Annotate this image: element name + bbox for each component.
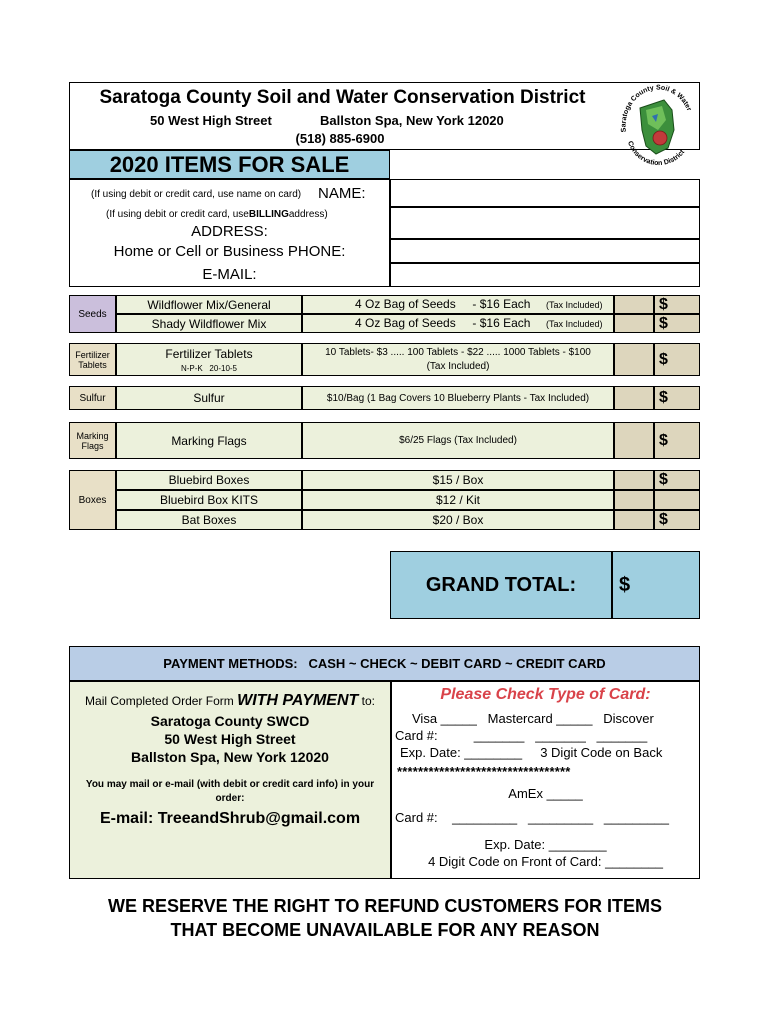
- total-shady-wildflower-mix[interactable]: $: [654, 314, 700, 333]
- order-email: E-mail: TreeandShrub@gmail.com: [99, 810, 361, 827]
- category-fertilizer: Fertilizer Tablets: [69, 343, 116, 376]
- mail-instruction: Mail Completed Order Form WITH PAYMENT to:: [85, 692, 375, 709]
- qty-bat-boxes[interactable]: [614, 510, 654, 530]
- item-bluebird-boxes: Bluebird Boxes: [116, 470, 302, 490]
- separator-stars: *********************************: [397, 763, 571, 779]
- price-bat-boxes: $20 / Box: [302, 510, 614, 530]
- payment-methods: PAYMENT METHODS: CASH ~ CHECK ~ DEBIT CARD ~ CREDIT CARD: [69, 646, 700, 681]
- card-types[interactable]: Visa _____ Mastercard _____ Discover: [412, 711, 654, 726]
- total-bluebird-boxes[interactable]: $: [654, 470, 700, 490]
- item-bat-boxes: Bat Boxes: [116, 510, 302, 530]
- svg-text:Conservation District: Conservation District: [626, 140, 687, 168]
- address-field[interactable]: [390, 207, 700, 239]
- name-note: (If using debit or credit card, use name on card): [91, 188, 302, 200]
- price-fertilizer-tablets: 10 Tablets- $3 ..... 100 Tablets - $22 ..... 1000 Tablets - $100 (Tax Included): [302, 343, 614, 376]
- item-bluebird-box-kits: Bluebird Box KITS: [116, 490, 302, 510]
- category-boxes: Boxes: [69, 470, 116, 530]
- mail-address-line2: 50 West High Street: [164, 731, 296, 747]
- total-bluebird-box-kits[interactable]: [654, 490, 700, 510]
- name-field[interactable]: [390, 179, 700, 207]
- qty-sulfur[interactable]: [614, 386, 654, 410]
- svg-text:Saratoga County Soil & Water: Saratoga County Soil & Water: [620, 84, 693, 133]
- org-street: 50 West High Street: [150, 112, 272, 128]
- item-marking-flags: Marking Flags: [116, 422, 302, 459]
- total-marking-flags[interactable]: $: [654, 422, 700, 459]
- item-sulfur: Sulfur: [116, 386, 302, 410]
- qty-fertilizer-tablets[interactable]: [614, 343, 654, 376]
- org-phone: (518) 885-6900: [295, 130, 385, 146]
- mail-address-line3: Ballston Spa, New York 12020: [131, 749, 329, 765]
- category-marking-flags: Marking Flags: [69, 422, 116, 459]
- card-exp-date[interactable]: Exp. Date: ________ 3 Digit Code on Back: [400, 745, 663, 760]
- check-card-type-title: Please Check Type of Card:: [440, 686, 651, 703]
- total-fertilizer-tablets[interactable]: $: [654, 343, 700, 376]
- price-shady-wildflower-mix: 4 Oz Bag of Seeds - $16 Each (Tax Included): [302, 314, 614, 333]
- price-bluebird-boxes: $15 / Box: [302, 470, 614, 490]
- refund-notice-line2: THAT BECOME UNAVAILABLE FOR ANY REASON: [170, 919, 600, 940]
- address-note: (If using debit or credit card, use BILLING address): [106, 208, 328, 220]
- item-fertilizer-tablets: Fertilizer Tablets N-P-K 20-10-5: [116, 343, 302, 376]
- price-sulfur: $10/Bag (1 Bag Covers 10 Blueberry Plants - Tax Included): [302, 386, 614, 410]
- address-label: ADDRESS:: [191, 222, 268, 240]
- card-number[interactable]: Card #: _______ _______ _______: [395, 728, 648, 743]
- qty-bluebird-boxes[interactable]: [614, 470, 654, 490]
- org-city: Ballston Spa, New York 12020: [320, 112, 504, 128]
- grand-total-value[interactable]: $: [612, 551, 700, 619]
- category-seeds: Seeds: [69, 295, 116, 333]
- price-bluebird-box-kits: $12 / Kit: [302, 490, 614, 510]
- district-logo: [612, 80, 702, 178]
- category-sulfur: Sulfur: [69, 386, 116, 410]
- grand-total-label: GRAND TOTAL:: [390, 551, 612, 619]
- phone-label: Home or Cell or Business PHONE:: [113, 242, 346, 260]
- price-marking-flags: $6/25 Flags (Tax Included): [302, 422, 614, 459]
- qty-marking-flags[interactable]: [614, 422, 654, 459]
- total-wildflower-mix[interactable]: $: [654, 295, 700, 314]
- amex-card-number[interactable]: Card #: _________ _________ _________: [395, 810, 669, 825]
- refund-notice-line1: WE RESERVE THE RIGHT TO REFUND CUSTOMERS FOR ITEMS: [107, 895, 663, 916]
- item-wildflower-mix: Wildflower Mix/General: [116, 295, 302, 314]
- mail-address-line1: Saratoga County SWCD: [150, 713, 310, 729]
- email-field[interactable]: [390, 263, 700, 287]
- qty-wildflower-mix[interactable]: [614, 295, 654, 314]
- email-label: E-MAIL:: [202, 265, 257, 283]
- price-wildflower-mix: 4 Oz Bag of Seeds - $16 Each (Tax Included): [302, 295, 614, 314]
- org-name: Saratoga County Soil and Water Conservation District: [99, 87, 586, 108]
- name-label: NAME:: [318, 184, 366, 202]
- items-for-sale-banner: 2020 ITEMS FOR SALE: [69, 150, 390, 179]
- mail-or-email-note: You may mail or e-mail (with debit or credit card info) in your order:: [85, 779, 375, 804]
- qty-shady-wildflower-mix[interactable]: [614, 314, 654, 333]
- amex-front-code[interactable]: 4 Digit Code on Front of Card: ________: [428, 854, 663, 869]
- total-bat-boxes[interactable]: $: [654, 510, 700, 530]
- item-shady-wildflower-mix: Shady Wildflower Mix: [116, 314, 302, 333]
- amex-option[interactable]: AmEx _____: [508, 786, 583, 801]
- amex-exp-date[interactable]: Exp. Date: ________: [484, 837, 607, 852]
- total-sulfur[interactable]: $: [654, 386, 700, 410]
- phone-field[interactable]: [390, 239, 700, 263]
- qty-bluebird-box-kits[interactable]: [614, 490, 654, 510]
